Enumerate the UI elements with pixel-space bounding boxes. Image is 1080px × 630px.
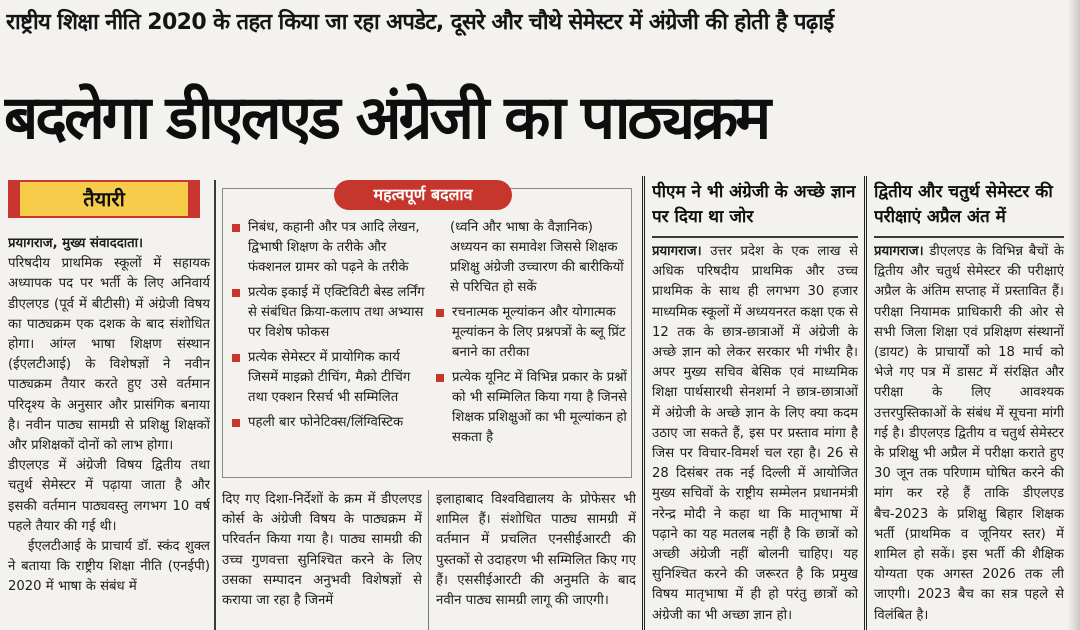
column-divider	[864, 176, 867, 630]
changes-list-left	[232, 218, 428, 476]
main-paragraph: डीएलएड में अंग्रेजी विषय द्वितीय तथा चतुर्थ सेमेस्टर में पढ़ाया जाता है और इसकी वर्तमान पाठ्यवस्तु लगभग 10 वर्ष पहले तैयार की गई थी।	[8, 458, 210, 534]
badge-bar-right	[188, 182, 198, 216]
bullet-square-icon	[436, 374, 444, 382]
change-item: निबंध, कहानी और पत्र आदि लेखन, द्विभाषी शिक्षण के तरीके और फंक्शनल ग्रामर को पढ़ने के तरीके	[232, 218, 428, 278]
column-divider	[214, 180, 216, 630]
main-paragraph: परिषदीय प्राथमिक स्कूलों में सहायक अध्यापक पद पर भर्ती के लिए अनिवार्य डीएलएड (पूर्व में बीटीसी) में अंग्रेजी विषय का पाठ्यक्रम एक दशक के बाद संशोधित होगा। आंग्ल भाषा शिक्षण संस्थान (ईएलटीआई) के विशेषज्ञों ने नवीन पाठ्यक्रम तैयार करते हुए उसे वर्तमान परिदृश्य के अनुसार और प्रासंगिक बनाया है। नवीन पाठ्य सामग्री से प्रशिक्षु शिक्षकों और प्रशिक्षकों दोनों को लाभ होगा।	[8, 256, 210, 454]
bullet-square-icon	[232, 354, 240, 362]
change-item: रचनात्मक मूल्यांकन और योगात्मक मूल्यांकन के लिए प्रश्नपत्रों के ब्लू प्रिंट बनाने का तरीका	[436, 303, 628, 363]
exam-dateline: प्रयागराज।	[874, 244, 924, 259]
change-item: पहली बार फोनेटिक्स/लिंग्विस्टिक	[232, 413, 428, 433]
change-item: प्रत्येक सेमेस्टर में प्रायोगिक कार्य जिसमें माइक्रो टीचिंग, मैक्रो टीचिंग तथा एक्शन रिसर्च भी सम्मिलित	[232, 348, 428, 408]
bullet-square-icon	[232, 224, 240, 232]
continuation-column-right: इलाहाबाद विश्वविद्यालय के प्रोफेसर भी शामिल हैं। संशोधित पाठ्य सामग्री में वर्तमान में प्रचलित एनसीईआरटी की पुस्तकों से उदाहरण भी सम्मिलित किए गए हैं। एससीईआरटी की अनुमति के बाद नवीन पाठ्य सामग्री लागू की जाएगी।	[436, 492, 636, 609]
pm-story-headline: पीएम ने भी अंग्रेजी के अच्छे ज्ञान पर दिया था जोर	[652, 182, 856, 227]
continuation-column-left: दिए गए दिशा-निर्देशों के क्रम में डीएलएड कोर्स के अंग्रेजी विषय के पाठ्यक्रम में परिवर्तन किया गया है। पाठ्य सामग्री की उच्च गुणवत्ता सुनिश्चित करने के लिए उसका सम्पादन अनुभवी विशेषज्ञों से कराया जा रहा है जिनमें	[222, 492, 422, 609]
change-item-continued: (ध्वनि और भाषा के वैज्ञानिक) अध्ययन का समावेश जिससे शिक्षक प्रशिक्षु अंग्रेजी उच्चारण की बारीकियों से परिचित हो सकें	[450, 220, 624, 295]
badge-bar-left	[10, 182, 20, 216]
column-divider	[428, 490, 429, 630]
change-item: प्रत्येक इकाई में एक्टिविटी बेस्ड लर्निंग से संबंधित क्रिया-कलाप तथा अभ्यास पर विशेष फोकस	[232, 283, 428, 343]
section-badge	[8, 180, 200, 218]
pm-story-text: उत्तर प्रदेश के एक लाख से अधिक परिषदीय प्राथमिक और उच्च प्राथमिक के साथ ही लगभग 30 हजार माध्यमिक स्कूलों में अध्ययनरत कक्षा एक से 12 तक के छात्र-छात्राओं में अंग्रेजी के अच्छे ज्ञान को लेकर सरकार भी गंभीर है। अपर मुख्य सचिव बेसिक एवं माध्यमिक शिक्षा पार्थसारथी सेनशर्मा ने छात्र-छात्राओं में अंग्रेजी के अच्छे ज्ञान के लिए क्या कदम उठाए जा सकते हैं, इस पर प्रस्ताव मांगा है जिस पर विचार-विमर्श चल रहा है। 26 से 28 दिसंबर तक नई दिल्ली में आयोजित मुख्य सचिवों के राष्ट्रीय सम्मेलन प्रधानमंत्री नरेन्द्र मोदी ने कहा था कि मातृभाषा में पढ़ाने का यह मतलब नहीं है कि छात्रों को अच्छी अंग्रेजी नहीं बोलनी चाहिए। यह सुनिश्चित करने की जरूरत है कि प्रमुख विषय मातृभाषा में ही हो परंतु छात्रों को अंग्रेजी का भी अच्छा ज्ञान हो।	[652, 244, 858, 623]
pm-dateline: प्रयागराज।	[652, 244, 702, 259]
change-item: प्रत्येक यूनिट में विभिन्न प्रकार के प्रश्नों को भी सम्मिलित किया गया है जिनसे शिक्षक प्रशिक्षुओं का भी मूल्यांकन हो सकता है	[436, 368, 628, 448]
changes-title: महत्वपूर्ण बदलाव	[334, 180, 512, 210]
exam-story-body	[874, 242, 1064, 630]
pm-story-body	[652, 242, 858, 630]
main-story-column	[8, 234, 210, 630]
exam-story-text: डीएलएड के विभिन्न बैचों के द्वितीय और चतुर्थ सेमेस्टर की परीक्षाएं अप्रैल के अंतिम सप्ताह में प्रस्तावित हैं। परीक्षा नियामक प्राधिकारी की ओर से सभी जिला शिक्षा एवं प्रशिक्षण संस्थानों (डायट) के प्राचार्यों को 18 मार्च को भेजे गए पत्र में डासट में संरक्षित और परीक्षा के लिए आवश्यक उत्तरपुस्तिकाओं के संबंध में सूचना मांगी गई है। डीएलएड द्वितीय व चतुर्थ सेमेस्टर के प्रशिक्षु भी अप्रैल में परीक्षा कराते हुए 30 जून तक परिणाम घोषित करने की मांग कर रहे हैं ताकि डीएलएड बैच-2023 के प्रशिक्षु बिहार शिक्षक भर्ती (प्राथमिक व जूनियर स्तर) में शामिल हो सकें। इस भर्ती की शैक्षिक योग्यता एक अगस्त 2026 तक ली जाएगी। 2023 बैच का सत्र पहले से विलंबित है।	[874, 244, 1064, 623]
exam-story-headline: द्वितीय और चतुर्थ सेमेस्टर की परीक्षाएं अप्रैल अंत में	[874, 182, 1053, 227]
changes-list-right	[436, 218, 628, 476]
page-edge-shadow	[1068, 0, 1080, 630]
bullet-square-icon	[232, 289, 240, 297]
headline-rule	[874, 236, 1064, 238]
main-dateline: प्रयागराज, मुख्य संवाददाता।	[8, 236, 144, 251]
headline-rule	[652, 236, 858, 238]
column-divider	[642, 176, 645, 630]
main-headline: बदलेगा डीएलएड अंग्रेजी का पाठ्यक्रम	[4, 83, 769, 153]
badge-label: तैयारी	[20, 182, 188, 216]
bullet-square-icon	[436, 309, 444, 317]
kicker-headline: राष्ट्रीय शिक्षा नीति 2020 के तहत किया जा रहा अपडेट, दूसरे और चौथे सेमेस्टर में अंग्रेजी की होती है पढ़ाई	[6, 10, 834, 35]
main-paragraph: ईएलटीआई के प्राचार्य डॉ. स्कंद शुक्ल ने बताया कि राष्ट्रीय शिक्षा नीति (एनईपी) 2020 में भाषा के संबंध में	[8, 539, 210, 595]
bullet-square-icon	[232, 419, 240, 427]
